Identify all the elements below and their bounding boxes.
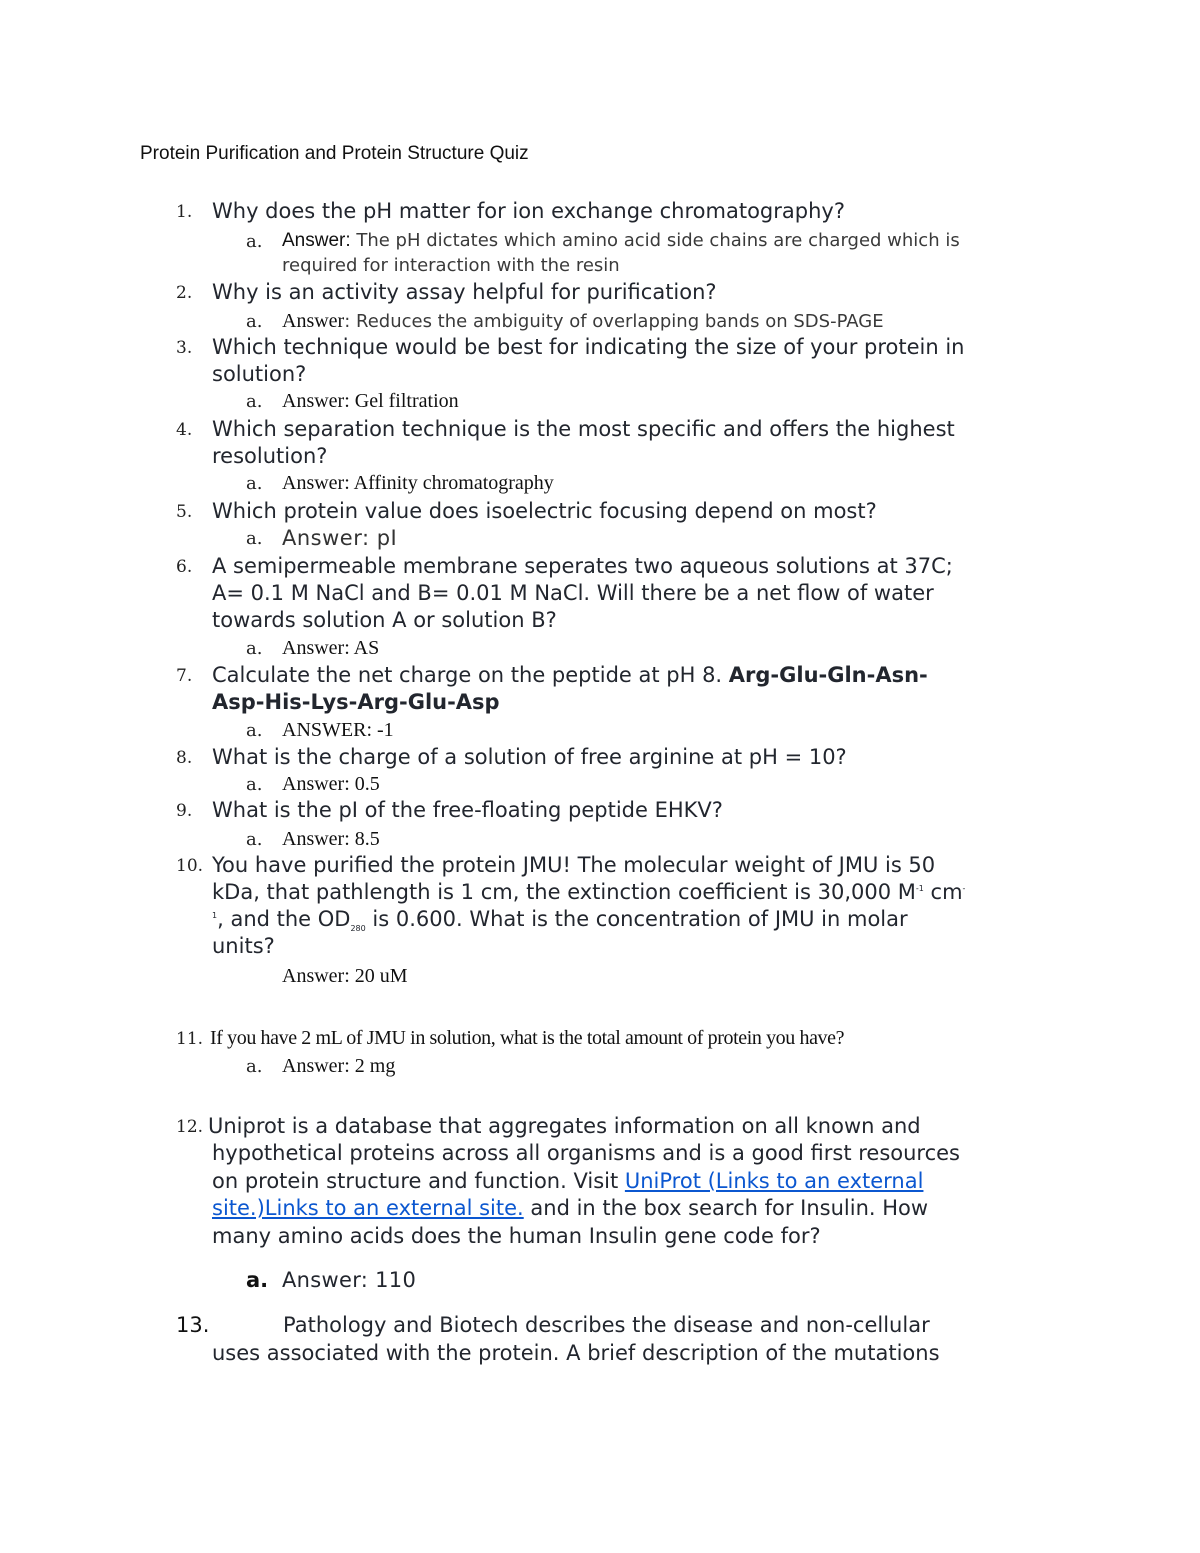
superscript: - [962, 884, 966, 893]
question-text: $^1$, and the $OD_{280}$ is 0.600. What is the concentration of JMU in molar [212, 907, 908, 934]
answer-letter: a. [246, 720, 263, 741]
peptide-sequence: Asp-His-Lys-Arg-Glu-Asp [212, 690, 500, 714]
question-number: 12. [176, 1117, 204, 1137]
answer-text: Answer: 8.5 [282, 828, 380, 850]
superscript: -1 [915, 884, 924, 893]
superscript: 1 [212, 911, 218, 920]
question-text: Pathology and Biotech describes the disease and non-cellular [283, 1313, 930, 1337]
answer-letter: a. [246, 391, 263, 412]
question-text: Calculate the net charge on the peptide at pH 8. Arg-Glu-Gln-Asn- [212, 663, 928, 687]
question-text: What is the charge of a solution of free arginine at pH = 10? [212, 745, 847, 769]
answer-text: Answer: 2 mg [282, 1055, 396, 1077]
answer-text: Answer: Reduces the ambiguity of overlapping bands on SDS-PAGE [282, 310, 884, 332]
question-text: Which protein value does isoelectric focusing depend on most? [212, 499, 877, 523]
answer-letter: a. [246, 311, 263, 332]
question-number: 8. [176, 748, 193, 768]
peptide-sequence: Arg-Glu-Gln-Asn- [728, 663, 928, 687]
question-text: Why is an activity assay helpful for purification? [212, 280, 717, 304]
uniprot-link[interactable]: UniProt (Links to an external [624, 1169, 924, 1193]
answer-text: Answer: 110 [282, 1268, 417, 1292]
question-text: many amino acids does the human Insulin gene code for? [212, 1224, 821, 1248]
answer-letter: a. [246, 473, 263, 494]
question-number: 6. [176, 557, 193, 577]
question-number: 10. [176, 856, 204, 876]
question-text: Which separation technique is the most specific and offers the highest [212, 417, 955, 441]
answer-text: Answer: AS [282, 637, 380, 659]
answer-letter: a. [246, 1268, 269, 1292]
question-text: A semipermeable membrane seperates two aqueous solutions at 37C; [212, 554, 953, 578]
answer-letter: a. [246, 1056, 263, 1077]
page-title: Protein Purification and Protein Structure Quiz [140, 143, 529, 164]
answer-text: ANSWER: -1 [282, 719, 394, 741]
answer-text: required for interaction with the resin [282, 255, 620, 276]
question-text: A= 0.1 M NaCl and B= 0.01 M NaCl. Will there be a net flow of water [212, 581, 934, 605]
question-number: 13. [176, 1313, 210, 1337]
question-number: 7. [176, 666, 193, 686]
question-text: site.)Links to an external site. and in the box search for Insulin. How [212, 1196, 929, 1220]
answer-letter: a. [246, 528, 263, 549]
subscript: 280 [350, 924, 366, 934]
answer-label: Answer: [282, 230, 351, 251]
answer-text: Answer: 0.5 [282, 773, 380, 795]
question-text: uses associated with the protein. A brief description of the mutations [212, 1341, 940, 1365]
question-number: 1. [176, 202, 193, 222]
question-text: towards solution A or solution B? [212, 608, 557, 632]
question-number: 2. [176, 283, 193, 303]
question-number: 4. [176, 420, 193, 440]
question-number: 5. [176, 502, 193, 522]
answer-text: Answer: 20 uM [282, 965, 408, 987]
question-text: Uniprot is a database that aggregates information on all known and [208, 1114, 921, 1138]
answer-letter: a. [246, 231, 263, 252]
question-number: 11. [176, 1029, 204, 1049]
question-text: hypothetical proteins across all organisms and is a good first resources [212, 1141, 961, 1165]
answer-text: Answer: Gel filtration [282, 390, 459, 412]
question-number: 9. [176, 801, 193, 821]
question-text: You have purified the protein JMU! The molecular weight of JMU is 50 [212, 853, 936, 877]
question-text: resolution? [212, 444, 328, 468]
answer-letter: a. [246, 638, 263, 659]
question-text: kDa, that pathlength is 1 cm, the extinction coefficient is 30,000 $M^{-1}$ cm- [212, 880, 966, 904]
answer-text: Answer: The pH dictates which amino acid side chains are charged which is [282, 230, 960, 251]
question-number: 3. [176, 338, 193, 358]
answer-text: Answer: pI [282, 526, 398, 550]
question-text: What is the pI of the free-floating peptide EHKV? [212, 798, 723, 822]
answer-text: Answer: Affinity chromatography [282, 472, 554, 494]
question-text: Which technique would be best for indicating the size of your protein in [212, 335, 965, 359]
question-text: Why does the pH matter for ion exchange chromatography? [212, 199, 845, 223]
answer-letter: a. [246, 829, 263, 850]
uniprot-link[interactable]: site.)Links to an external site. [212, 1196, 524, 1220]
answer-label: Answer [282, 310, 345, 332]
question-text: solution? [212, 362, 307, 386]
question-text: units? [212, 934, 275, 958]
answer-letter: a. [246, 774, 263, 795]
question-text: If you have 2 mL of JMU in solution, what is the total amount of protein you have? [210, 1027, 845, 1049]
question-text: on protein structure and function. Visit UniProt (Links to an external [212, 1169, 924, 1193]
